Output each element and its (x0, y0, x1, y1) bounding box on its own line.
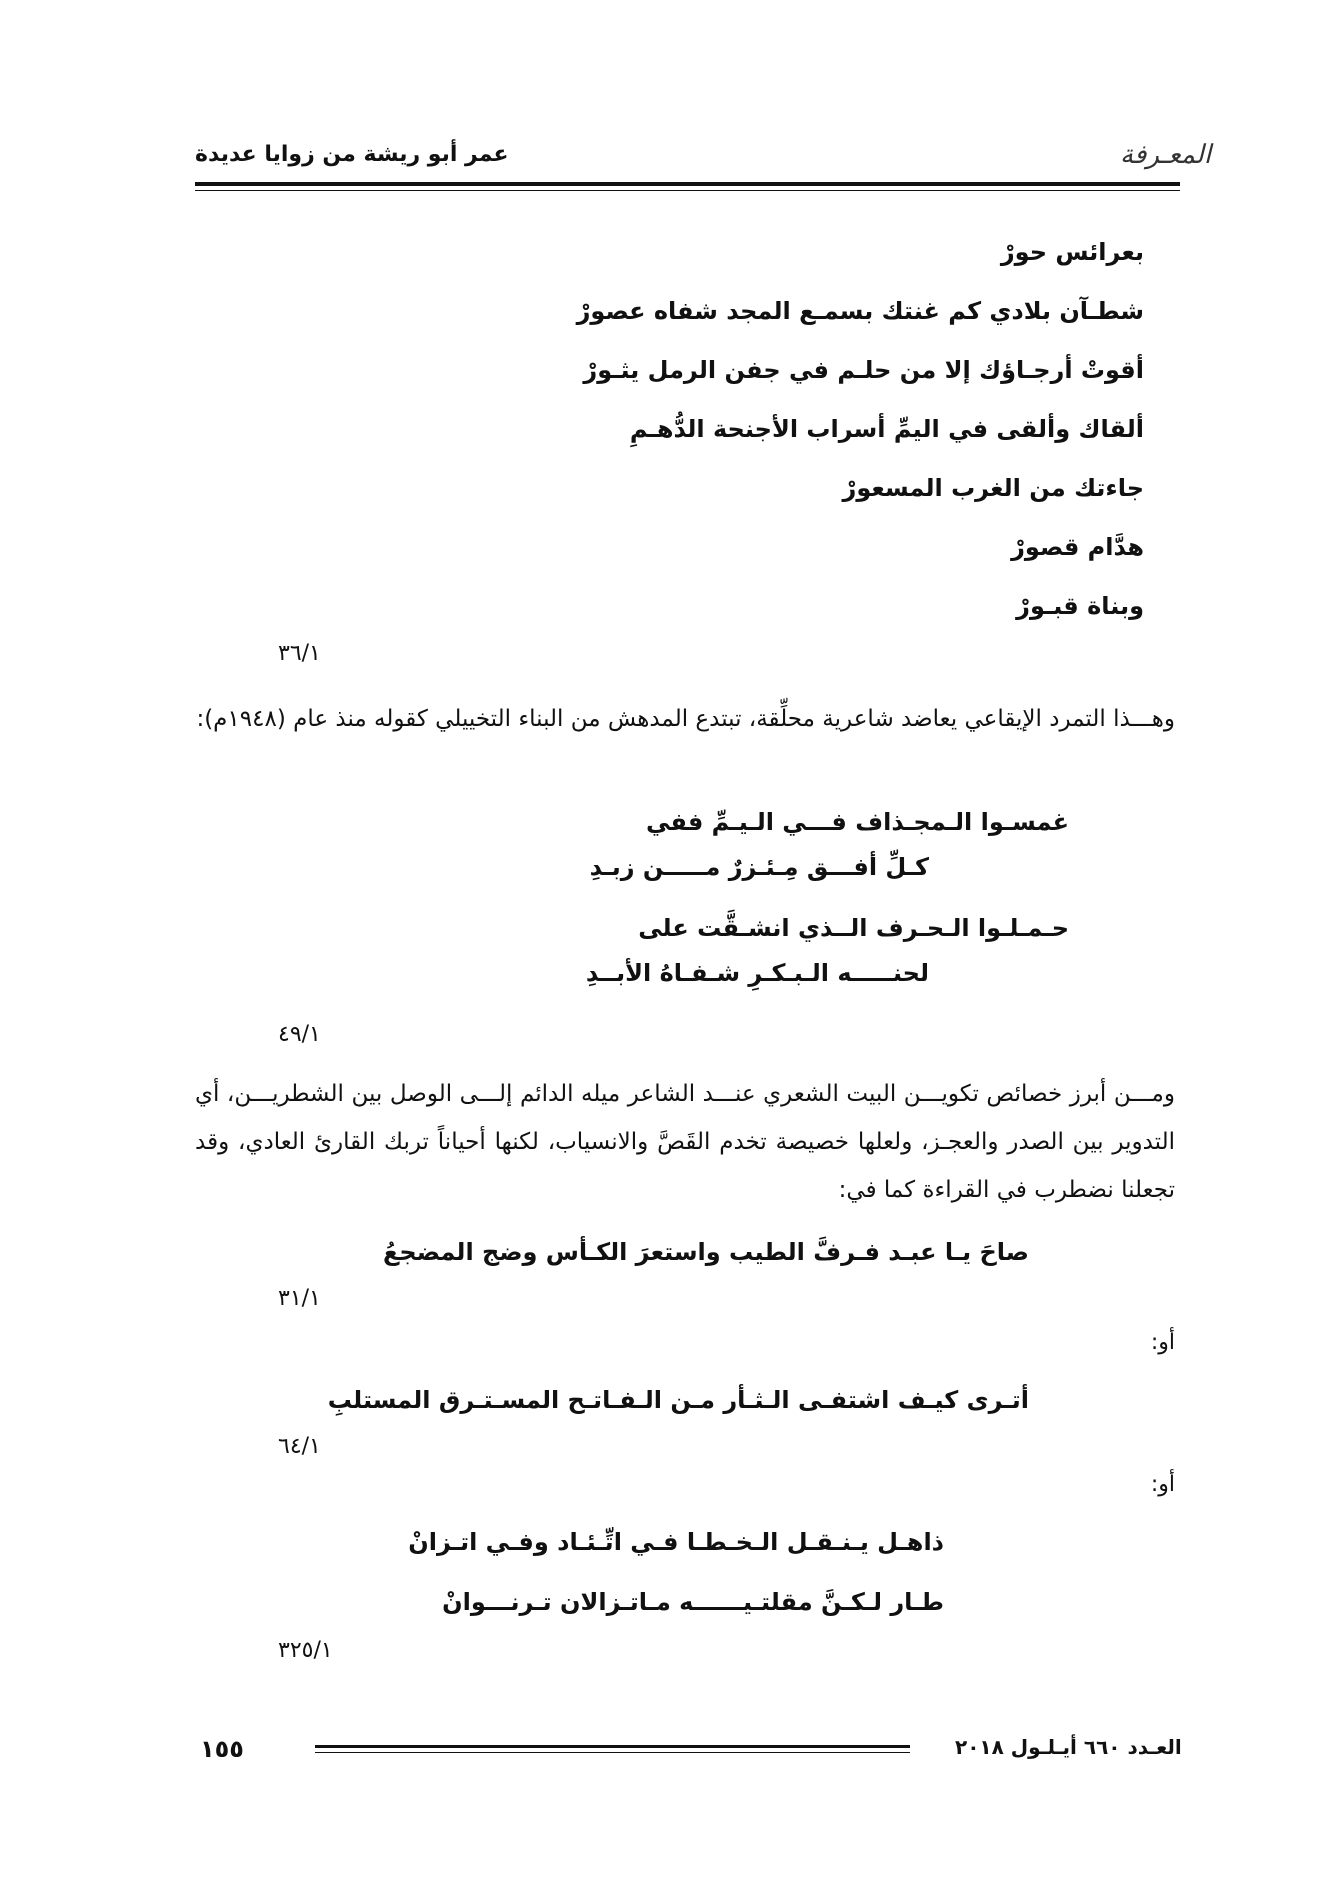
verse-3: صاحَ يـا عبـد فـرفَّ الطيب واستعرَ الكـأس وضج المضجعُ (383, 1238, 1029, 1266)
verse-4-reference: ٦٤/١ (278, 1434, 321, 1459)
poem1-line-5: جاءتك من الغرب المسعورْ (842, 474, 1144, 502)
or-label-1: أو: (1150, 1330, 1175, 1355)
poem1-line-7: وبناة قبـورْ (1016, 592, 1144, 620)
page-number: ١٥٥ (200, 1735, 244, 1763)
poem2-line-1b: كـلِّ أفـــق مِـئـزرٌ مـــــن زبـدِ (589, 853, 929, 881)
verse-5-reference: ٣٢٥/١ (278, 1638, 333, 1663)
verse-4: أتـرى كيـف اشتفـى الـثـأر مـن الـفـاتـح المسـتـرق المستلبِ (327, 1386, 1029, 1414)
header-rule-thin (195, 190, 1180, 191)
issue-info: العـدد ٦٦٠ أيـلـول ٢٠١٨ (955, 1735, 1182, 1759)
poem2-line-1a: غمسـوا الـمجـذاف فـــي الـيـمِّ ففي (646, 808, 1069, 836)
footer-rule-thin (315, 1752, 910, 1753)
poem1-line-2: شطـآن بلادي كم غنتك بسمـع المجد شفاه عصورْ (576, 297, 1144, 325)
verse-5-line-1: ذاهـل يـنـقـل الـخـطـا فـي اتِّـئـاد وفـي اتـزانْ (408, 1528, 944, 1556)
poem2-line-2a: حـمـلـوا الـحـرف الــذي انشـقَّت على (638, 914, 1069, 942)
poem1-reference: ٣٦/١ (278, 641, 321, 666)
or-label-2: أو: (1150, 1472, 1175, 1497)
header-rule (195, 182, 1180, 186)
footer-rule (315, 1745, 910, 1748)
poem1-line-1: بعرائس حورْ (1000, 238, 1144, 266)
poem2-reference: ٤٩/١ (278, 1022, 321, 1047)
paragraph-1: وهـــذا التمرد الإيقاعي يعاضد شاعرية محلِّقة، تبتدع المدهش من البناء التخييلي كقوله منذ عام (١٩٤٨م): (196, 706, 1175, 732)
poem1-line-4: ألقاك وألقى في اليمِّ أسراب الأجنحة الدُّهـمِ (629, 415, 1144, 443)
verse-3-reference: ٣١/١ (278, 1286, 321, 1311)
paragraph-2: ومـــن أبرز خصائص تكويـــن البيت الشعري عنـــد الشاعر ميله الدائم إلـــى الوصل بين الشطريـــن، أي التدوير بين الصدر والعجـز، ولعلها خصيصة تخدم القَصَّ والانسياب، لكنها أحياناً تربك القارئ العادي، وقد تجعلنا نضطرب في القراءة كما في: (195, 1081, 1175, 1203)
poem1-line-3: أقوتْ أرجـاؤك إلا من حلـم في جفن الرمل يثـورْ (583, 356, 1144, 384)
running-title: عمر أبو ريشة من زوايا عديدة (195, 142, 509, 167)
poem1-line-6: هدَّام قصورْ (1011, 533, 1144, 561)
magazine-logo: المعـرفة (1120, 140, 1212, 170)
verse-5-line-2: طـار لـكـنَّ مقلتـيــــــه مـاتـزالان تـرنـــوانْ (442, 1588, 944, 1616)
poem2-line-2b: لحنـــــه الـبـكـرِ شـفـاهُ الأبــدِ (585, 959, 929, 987)
